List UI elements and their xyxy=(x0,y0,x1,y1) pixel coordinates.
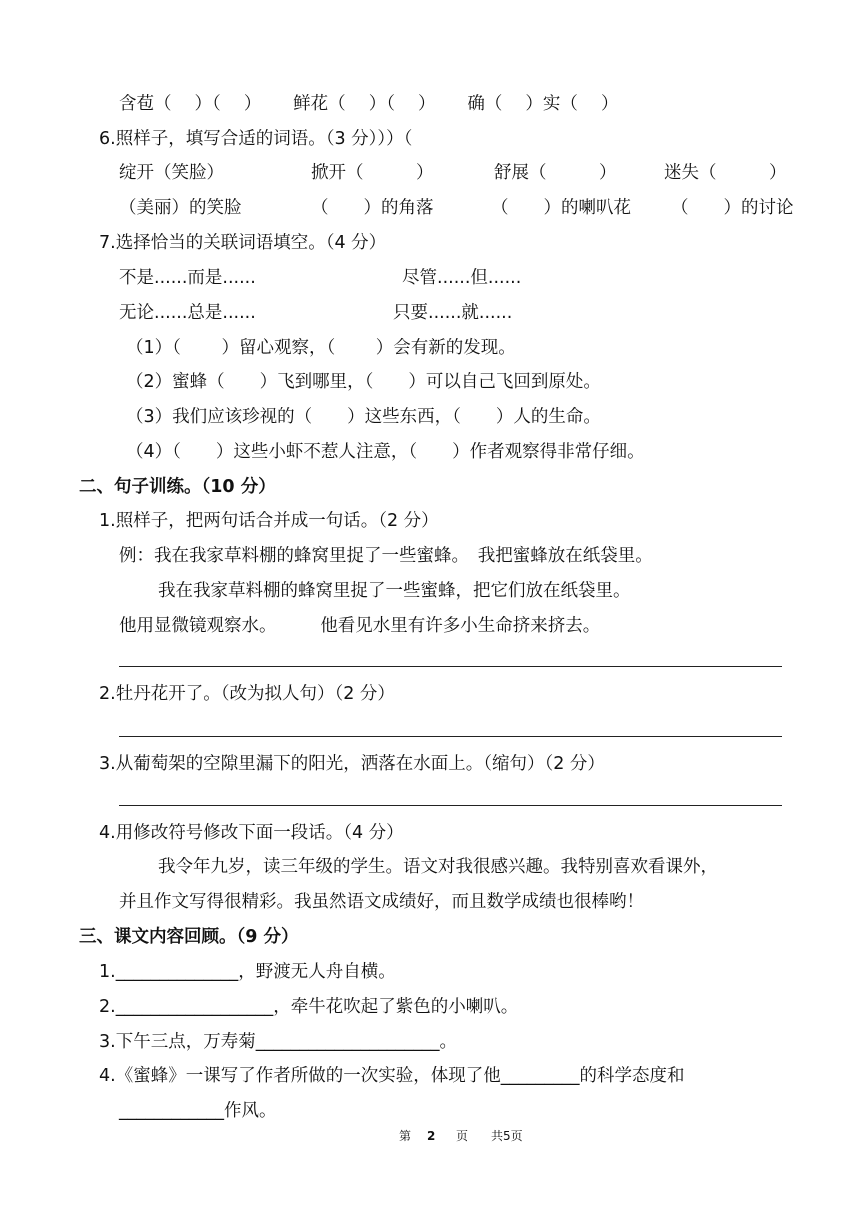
footer-total: 共5页 xyxy=(491,1129,523,1143)
question-6-title: 6.照样子，填写合适的词语。（3 分）））（ xyxy=(99,129,413,149)
footer-page-number: 2 xyxy=(427,1129,436,1143)
s2-q4-paragraph-1: 我令年九岁，读三年级的学生。语文对我很感兴趣。我特别喜欢看课外， xyxy=(158,857,718,877)
q6-item-6: （ ）的讨论 xyxy=(671,198,794,218)
q6-item-5: （ ）的喇叭花 xyxy=(491,198,631,218)
q6-item-4: （ ）的角落 xyxy=(311,198,434,218)
q6-example: 绽开（笑脸） xyxy=(119,163,224,183)
q6-item-1: 掀开（ ） xyxy=(311,163,434,183)
s3-item-1: 1.______________，野渡无人舟自横。 xyxy=(99,962,396,982)
footer-prefix: 第 xyxy=(399,1129,412,1143)
q7-sentence-1: （1）（ ）留心观察，（ ）会有新的发现。 xyxy=(126,338,516,358)
s2-q1-example: 例：我在我家草料棚的蜂窝里捉了一些蜜蜂。 我把蜜蜂放在纸袋里。 xyxy=(119,546,653,566)
q5-remaining-words: 含苞（ ）（ ） 鲜花（ ）（ ） 确（ ）实（ ） xyxy=(119,94,619,114)
q7-sentence-4: （4）（ ）这些小虾不惹人注意，（ ）作者观察得非常仔细。 xyxy=(126,442,645,462)
answer-line-2[interactable] xyxy=(119,736,782,737)
s3-item-2: 2.__________________，牵牛花吹起了紫色的小喇叭。 xyxy=(99,997,519,1017)
s2-question-2: 2.牡丹花开了。（改为拟人句）（2 分） xyxy=(99,684,395,704)
q7-option-c: 无论......总是...... xyxy=(119,303,256,323)
s2-question-3: 3.从葡萄架的空隙里漏下的阳光，洒落在水面上。（缩句）（2 分） xyxy=(99,754,605,774)
s3-item-4: 4.《蜜蜂》一课写了作者所做的一次实验，体现了他_________的科学态度和 xyxy=(99,1066,685,1086)
q7-option-d: 只要......就...... xyxy=(393,303,513,323)
s3-item-4-cont: ____________作风。 xyxy=(119,1101,277,1121)
footer-suffix: 页 xyxy=(456,1129,469,1143)
question-7-title: 7.选择恰当的关联词语填空。（4 分） xyxy=(99,233,387,253)
answer-line-3[interactable] xyxy=(119,805,782,806)
q7-sentence-2: （2）蜜蜂（ ）飞到哪里，（ ）可以自己飞回到原处。 xyxy=(126,372,601,392)
s2-q4-paragraph-2: 并且作文写得很精彩。我虽然语文成绩好，而且数学成绩也很棒哟！ xyxy=(119,892,644,912)
q6-item-3: 迷失（ ） xyxy=(664,163,787,183)
section-3-heading: 三、课文内容回顾。（9 分） xyxy=(79,927,299,947)
answer-line-1[interactable] xyxy=(119,666,782,667)
q6-item-2: 舒展（ ） xyxy=(494,163,617,183)
s2-q1-example-answer: 我在我家草料棚的蜂窝里捉了一些蜜蜂，把它们放在纸袋里。 xyxy=(158,581,631,601)
q7-option-a: 不是......而是...... xyxy=(119,268,256,288)
q7-option-b: 尽管......但...... xyxy=(402,268,522,288)
q7-sentence-3: （3）我们应该珍视的（ ）这些东西，（ ）人的生命。 xyxy=(126,407,601,427)
q6-example-2: （美丽）的笑脸 xyxy=(119,198,242,218)
s2-question-4: 4.用修改符号修改下面一段话。（4 分） xyxy=(99,823,404,843)
section-2-heading: 二、句子训练。（10 分） xyxy=(79,477,276,497)
s2-question-1: 1.照样子，把两句话合并成一句话。（2 分） xyxy=(99,511,439,531)
s3-item-3: 3.下午三点，万寿菊_____________________。 xyxy=(99,1032,457,1052)
s2-q1-task: 他用显微镜观察水。 他看见水里有许多小生命挤来挤去。 xyxy=(119,616,601,636)
